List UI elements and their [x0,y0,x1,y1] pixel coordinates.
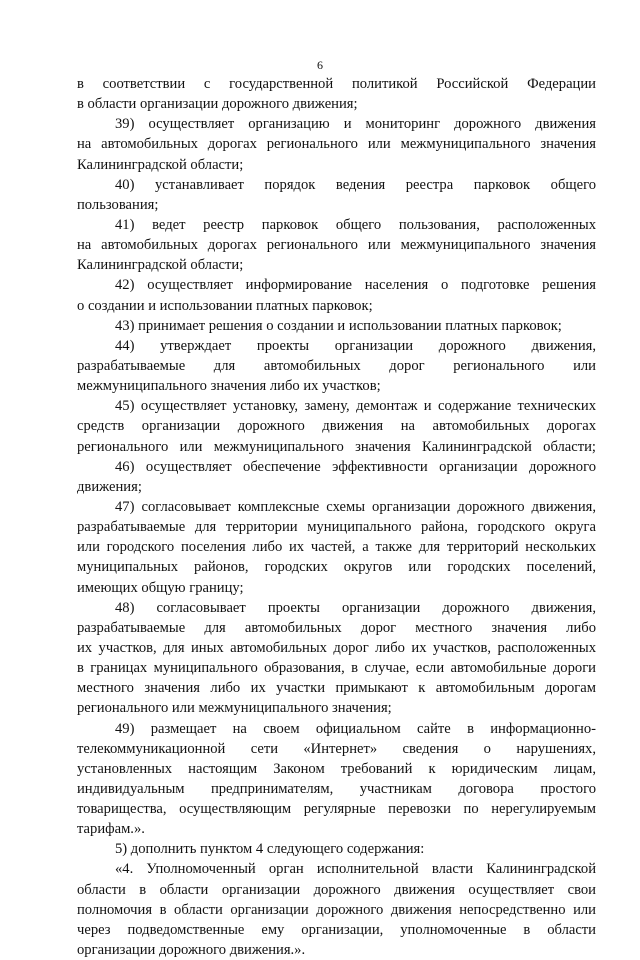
text-line: межмуниципального значения либо их участков; [77,378,381,395]
text-line: товарищества, осуществляющим регулярные перевозки по нерегулируемым [77,801,596,818]
text-line: организации дорожного движения.». [77,942,306,959]
text-line: имеющих общую границу; [77,579,244,596]
text-line: 5) дополнить пунктом 4 следующего содержания: [115,841,425,858]
text-line: телекоммуникационной сети «Интернет» сведения о нарушениях, [77,740,596,757]
text-line: области в области организации дорожного движения осуществляет свои [77,881,596,898]
text-line: их участков, для иных автомобильных дорог либо их участков, расположенных [77,639,596,656]
text-line: 42) осуществляет информирование населения о подготовке решения [115,277,596,294]
text-line: через подведомственные ему организации, уполномоченные в области [77,921,596,938]
text-line: регионального или межмуниципального значения; [77,700,392,717]
text-line: или городского поселения либо их частей, а также для территорий нескольких [77,539,596,556]
text-line: 45) осуществляет установку, замену, демонтаж и содержание технических [115,398,596,415]
text-line: в границах муниципального образования, в случае, если автомобильные дороги [77,660,596,677]
text-line: средств организации дорожного движения на автомобильных дорогах [77,418,596,435]
text-line: индивидуальным предпринимателям, участникам договора простого [77,780,596,797]
text-line: тарифам.». [77,821,145,838]
text-line: Калининградской области; [77,257,244,274]
text-line: 43) принимает решения о создании и использовании платных парковок; [115,317,562,334]
text-line: движения; [77,478,142,495]
text-line: в области организации дорожного движения; [77,96,358,113]
text-line: разрабатываемые для автомобильных дорог регионального или [77,357,596,374]
text-line: местного значения либо их участки примыкают к автомобильным дорогам [77,680,596,697]
text-line: 41) ведет реестр парковок общего пользования, расположенных [115,216,596,233]
text-line: 47) согласовывает комплексные схемы организации дорожного движения, [115,498,596,515]
text-line: в соответствии с государственной политикой Российской Федерации [77,76,596,92]
text-line: Калининградской области; [77,156,244,173]
text-line: 39) осуществляет организацию и мониторинг дорожного движения [115,116,596,133]
text-line: на автомобильных дорогах регионального или межмуниципального значения [77,136,596,153]
text-line: регионального или межмуниципального значения Калининградской области; [77,438,596,455]
text-line: на автомобильных дорогах регионального или межмуниципального значения [77,237,596,254]
text-line: 46) осуществляет обеспечение эффективности организации дорожного [115,458,596,475]
text-line: «4. Уполномоченный орган исполнительной власти Калининградской [115,861,596,878]
text-line: муниципальных районов, городских округов или городских поселений, [77,559,596,576]
text-line: 44) утверждает проекты организации дорожного движения, [115,337,596,354]
page-number: 6 [317,58,323,72]
text-line: о создании и использовании платных парковок; [77,297,373,314]
text-line: разрабатываемые для автомобильных дорог местного значения либо [77,619,596,636]
text-line: 40) устанавливает порядок ведения реестра парковок общего [115,176,596,193]
text-line: установленных настоящим Законом требований к юридическим лицам, [77,760,596,777]
text-line: пользования; [77,196,159,213]
text-line: 49) размещает на своем официальном сайте в информационно- [115,720,596,737]
text-line: полномочия в области организации дорожного движения непосредственно или [77,901,596,918]
document-body [77,74,596,960]
text-line: 48) согласовывает проекты организации дорожного движения, [115,599,596,616]
text-line: разрабатываемые для территории муниципального района, городского округа [77,519,596,536]
